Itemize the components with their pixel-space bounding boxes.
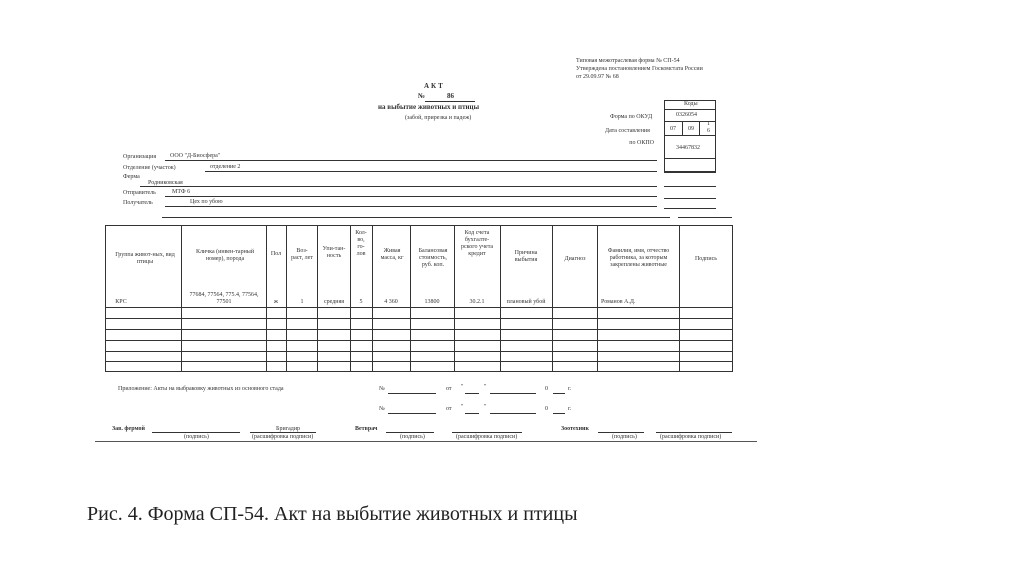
header-signature: Подпись [694, 256, 718, 262]
okud-value: 0326054 [676, 112, 697, 118]
vet-name-caption: (расшифровка подписи) [456, 434, 518, 440]
date-year: 1 6 [707, 121, 710, 134]
appendix-label: Приложение: Акты на выбраковку животных из основного стада [118, 386, 284, 392]
cell-fatness: средняя [323, 299, 345, 305]
appendix-q2-1: " [484, 384, 487, 390]
receiver-label: Получатель [123, 200, 153, 206]
cell-count: 5 [359, 299, 363, 305]
vet-sig-caption: (подпись) [400, 434, 425, 440]
act-subtitle: на выбытие животных и птицы [378, 103, 480, 111]
appendix-from-1: от [446, 386, 452, 392]
approval-line-1: Типовая межотраслевая форма № СП-54 [576, 58, 680, 64]
header-account: Код счета бухгалте-рского учета кредит [460, 230, 494, 257]
appendix-year-1: г. [568, 386, 572, 392]
approval-line-3: от 29.09.97 № 68 [576, 74, 619, 80]
cell-name: 77684, 77564, 775.4, 77564, 77501 [189, 292, 259, 305]
cell-age: 1 [300, 299, 304, 305]
zootech-label: Зоотехник [561, 426, 589, 432]
codes-box [664, 100, 716, 172]
org-label: Организация [123, 154, 157, 160]
header-person: Фамилия, имя, отчество работника, за которым закреплены животные [607, 248, 670, 268]
act-note: (забой, прирезка и падеж) [405, 115, 472, 121]
date-day: 07 [670, 126, 676, 132]
cell-group: КРС [115, 299, 127, 305]
brigadier-name-caption: (расшифровка подписи) [252, 434, 314, 440]
receiver-value: Цех по убою [190, 199, 223, 205]
header-cost: Балансовая стоимость, руб. коп. [418, 248, 448, 268]
header-mass: Живая масса, кг [380, 248, 404, 261]
dept-label: Отделение (участок) [123, 165, 176, 171]
appendix-year-2: г. [568, 406, 572, 412]
act-number-sign: № [418, 92, 426, 100]
header-group: Группа живот-ных, вид птицы [115, 252, 175, 265]
appendix-q2-2: " [484, 404, 487, 410]
header-count: Кол-во, го-лов [355, 230, 367, 257]
date-month: 09 [688, 126, 694, 132]
farm-label: Ферма [123, 174, 140, 180]
brigadier-label: Бригадир [276, 426, 301, 432]
org-value: ООО "Д-Биосфера" [170, 153, 221, 159]
header-sex: Пол [270, 251, 282, 257]
appendix-no-1: № [379, 386, 385, 392]
header-name: Кличка (инвен-тарный номер), порода [195, 249, 255, 262]
okpo-label: по ОКПО [629, 140, 654, 146]
appendix-zero-1: 0 [545, 386, 548, 392]
cell-mass: 4 360 [384, 299, 398, 305]
farm-value: Родниковская [148, 180, 183, 186]
appendix-from-2: от [446, 406, 452, 412]
sender-label: Отправитель [123, 190, 156, 196]
header-reason: Причина выбытия [514, 250, 538, 263]
farm-head-label: Зав. фермой [112, 426, 145, 432]
dept-value: отделение 2 [210, 164, 241, 170]
farm-head-sig-caption: (подпись) [184, 434, 209, 440]
act-number: 86 [447, 92, 454, 100]
cell-reason: плановый убой [506, 299, 546, 305]
cell-sex: ж [273, 299, 279, 305]
header-age: Воз-раст, лет [291, 248, 313, 261]
sender-value: МТФ 6 [172, 189, 191, 195]
act-title: АКТ [424, 82, 445, 90]
appendix-q1-2: " [461, 404, 464, 410]
appendix-q1-1: " [461, 384, 464, 390]
header-fatness: Упи-тан-ность [322, 246, 346, 259]
appendix-no-2: № [379, 406, 385, 412]
zootech-name-caption: (расшифровка подписи) [660, 434, 722, 440]
date-label: Дата составления [605, 128, 650, 134]
cell-account: 30.2.1 [469, 299, 485, 305]
okud-label: Форма по ОКУД [610, 114, 653, 120]
appendix-zero-2: 0 [545, 406, 548, 412]
cell-person: Романов А.Д. [601, 299, 636, 305]
figure-caption: Рис. 4. Форма СП-54. Акт на выбытие животных и птицы [87, 503, 578, 525]
header-diagnosis: Диагноз [564, 256, 586, 262]
cell-cost: 13800 [424, 299, 440, 305]
zootech-sig-caption: (подпись) [612, 434, 637, 440]
approval-line-2: Утверждена постановлением Госкомстата России [576, 66, 703, 72]
okpo-value: 34467832 [676, 145, 700, 151]
vet-label: Ветврач [355, 426, 378, 432]
codes-header: Коды [684, 101, 698, 107]
